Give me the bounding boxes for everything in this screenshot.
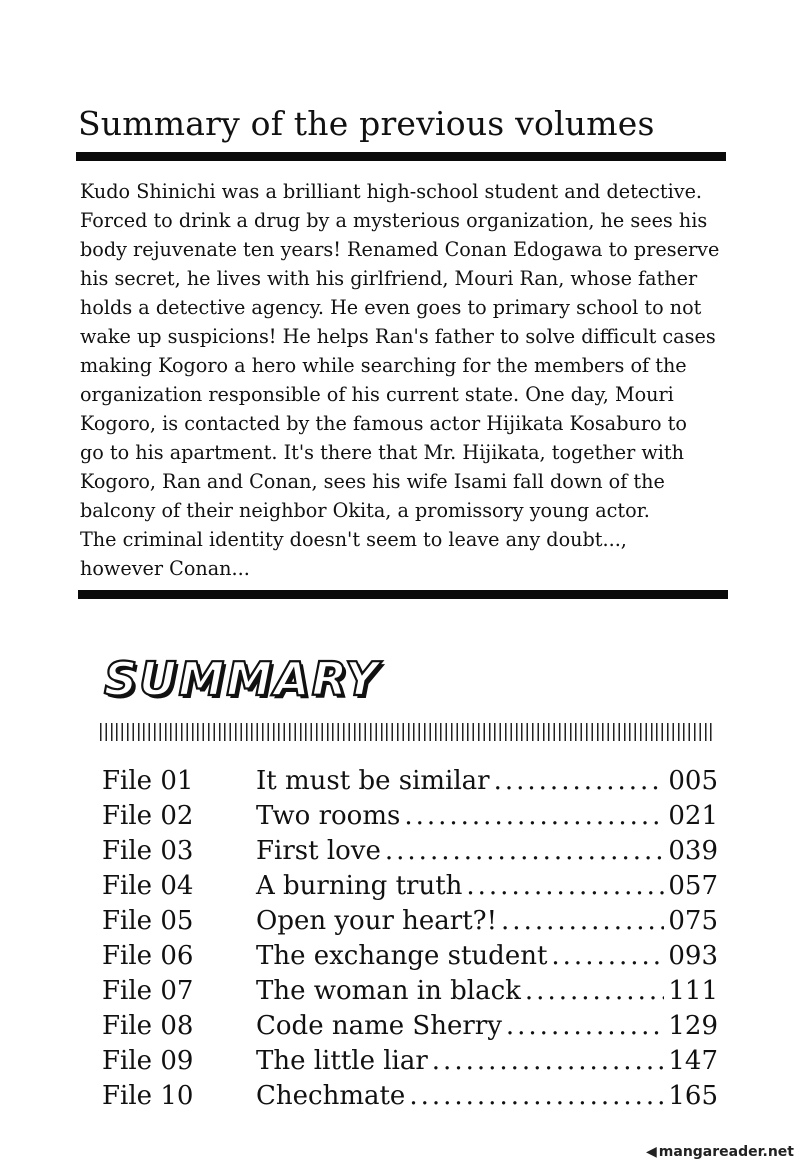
toc-dot-leader <box>432 1044 665 1079</box>
toc-file-number: File 06 <box>102 941 194 971</box>
toc-chapter-title: It must be similar <box>256 766 490 796</box>
toc-page-number: 129 <box>668 1011 718 1041</box>
toc-chapter-title: Code name Sherry <box>256 1011 502 1041</box>
toc-entry <box>102 764 722 799</box>
summary-line: organization responsible of his current state. One day, Mouri <box>80 383 674 406</box>
toc-entry-main <box>256 764 718 799</box>
toc-dot-leader <box>409 1079 664 1114</box>
toc-dot-leader <box>501 904 664 939</box>
summary-line: The criminal identity doesn't seem to leave any doubt..., <box>80 528 627 551</box>
toc-entry <box>102 869 722 904</box>
watermark <box>646 1144 794 1160</box>
toc-chapter-title: The little liar <box>256 1046 428 1076</box>
toc-page-number: 111 <box>668 976 718 1006</box>
summary-line: wake up suspicions! He helps Ran's father to solve difficult cases <box>80 325 716 348</box>
toc-entry-main <box>256 1009 718 1044</box>
toc-entry <box>102 834 722 869</box>
toc-entry-main <box>256 869 718 904</box>
previous-volumes-title: Summary of the previous volumes <box>78 104 655 143</box>
toc-file-number: File 08 <box>102 1011 194 1041</box>
contents-heading: SUMMARY <box>104 652 381 706</box>
toc-entry-main <box>256 799 718 834</box>
toc-chapter-title: Two rooms <box>256 801 401 831</box>
summary-line: Kogoro, Ran and Conan, sees his wife Isami fall down of the <box>80 470 665 493</box>
toc-entry-main <box>256 939 718 974</box>
toc-chapter-title: A burning truth <box>256 871 463 901</box>
toc-page-number: 057 <box>668 871 718 901</box>
toc-entry-main <box>256 1079 718 1114</box>
toc-page-number: 039 <box>668 836 718 866</box>
summary-line: however Conan... <box>80 557 250 580</box>
summary-line: Forced to drink a drug by a mysterious organization, he sees his <box>80 209 708 232</box>
toc-dot-leader <box>551 939 664 974</box>
summary-line: Kogoro, is contacted by the famous actor Hijikata Kosaburo to <box>80 412 687 435</box>
toc-chapter-title: Open your heart?! <box>256 906 498 936</box>
summary-line: body rejuvenate ten years! Renamed Conan Edogawa to preserve <box>80 238 720 261</box>
toc-page-number: 147 <box>668 1046 718 1076</box>
toc-file-number: File 09 <box>102 1046 194 1076</box>
toc-dot-leader <box>404 799 664 834</box>
toc-dot-leader <box>385 834 664 869</box>
toc-entry-main <box>256 834 718 869</box>
toc-page-number: 075 <box>668 906 718 936</box>
toc-entry-main <box>256 1044 718 1079</box>
toc-entry <box>102 974 722 1009</box>
summary-paragraph <box>80 177 740 583</box>
summary-line: making Kogoro a hero while searching for the members of the <box>80 354 687 377</box>
toc-dot-leader <box>494 764 665 799</box>
top-divider <box>76 152 726 161</box>
watermark-text: mangareader.net <box>658 1144 794 1160</box>
toc-file-number: File 04 <box>102 871 194 901</box>
toc-entry <box>102 799 722 834</box>
toc-entry-main <box>256 974 718 1009</box>
toc-file-number: File 05 <box>102 906 194 936</box>
tick-divider <box>100 723 714 741</box>
summary-line: balcony of their neighbor Okita, a promissory young actor. <box>80 499 650 522</box>
toc-page-number: 165 <box>668 1081 718 1111</box>
summary-line: his secret, he lives with his girlfriend, Mouri Ran, whose father <box>80 267 698 290</box>
toc-entry <box>102 1009 722 1044</box>
toc-entry <box>102 904 722 939</box>
toc-chapter-title: The woman in black <box>256 976 521 1006</box>
cat-silhouette-icon: ◀ <box>646 1144 657 1160</box>
toc-entry <box>102 1079 722 1114</box>
summary-line: go to his apartment. It's there that Mr. Hijikata, together with <box>80 441 684 464</box>
toc-entry <box>102 939 722 974</box>
bottom-divider <box>78 590 728 599</box>
toc-entry-main <box>256 904 718 939</box>
table-of-contents <box>102 764 722 1114</box>
summary-line: Kudo Shinichi was a brilliant high-school student and detective. <box>80 180 703 203</box>
toc-chapter-title: First love <box>256 836 381 866</box>
toc-page-number: 005 <box>668 766 718 796</box>
toc-page-number: 021 <box>668 801 718 831</box>
toc-chapter-title: The exchange student <box>256 941 548 971</box>
toc-dot-leader <box>466 869 664 904</box>
toc-file-number: File 02 <box>102 801 194 831</box>
toc-dot-leader <box>506 1009 664 1044</box>
toc-file-number: File 10 <box>102 1081 194 1111</box>
toc-file-number: File 03 <box>102 836 194 866</box>
toc-file-number: File 07 <box>102 976 194 1006</box>
toc-file-number: File 01 <box>102 766 194 796</box>
toc-dot-leader <box>525 974 664 1009</box>
toc-chapter-title: Chechmate <box>256 1081 406 1111</box>
toc-page-number: 093 <box>668 941 718 971</box>
toc-entry <box>102 1044 722 1079</box>
summary-line: holds a detective agency. He even goes to primary school to not <box>80 296 702 319</box>
